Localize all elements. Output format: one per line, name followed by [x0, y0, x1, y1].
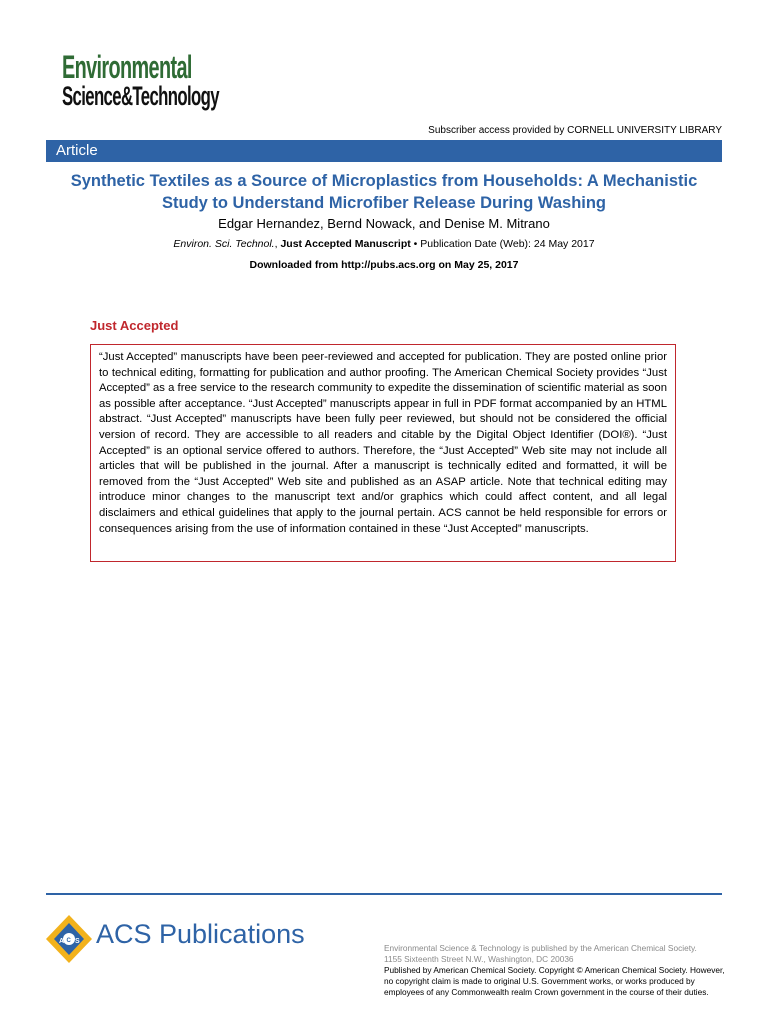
- acs-emblem-icon: [44, 913, 94, 965]
- subscriber-access-note: Subscriber access provided by CORNELL UNIVERSITY LIBRARY: [428, 125, 722, 136]
- publication-date: • Publication Date (Web): 24 May 2017: [410, 238, 595, 250]
- acs-emblem-letter-s: S: [75, 938, 80, 945]
- acs-emblem-letter-c: C: [66, 938, 71, 944]
- copyright-notice: Published by American Chemical Society. Copyright © American Chemical Society. However, no copyright claim is made to original U.S. Government works, or works produced by employees of any Commonwealth realm Crown government in the course of their duties.: [384, 965, 725, 997]
- just-accepted-box: [90, 344, 676, 562]
- just-accepted-text: “Just Accepted” manuscripts have been peer-reviewed and accepted for publication. They are posted online prior to technical editing, formatting for publication and author proofing. The American Chemical Society provides “Just Accepted” as a free service to the research community to expedite the dissemination of scientific material as soon as possible after acceptance. “Just Accepted” manuscripts appear in full in PDF format accompanied by an HTML abstract. “Just Accepted” manuscripts have been fully peer reviewed, but should not be considered the official version of record. They are accessible to all readers and citable by the Digital Object Identifier (DOI®). “Just Accepted” is an optional service offered to authors. Therefore, the “Just Accepted” Web site may not include all articles that will be published in the journal. After a manuscript is technically edited and formatted, it will be removed from the “Just Accepted” Web site and published as an ASAP article. Note that technical editing may introduce minor changes to the manuscript text and/or graphics which could affect content, and all legal disclaimers and ethical guidelines that apply to the journal pertain. ACS cannot be held responsible for errors or consequences arising from the use of information contained in these “Just Accepted” manuscripts.: [99, 351, 667, 535]
- acs-emblem-letter-a: A: [59, 938, 65, 945]
- just-accepted-heading: Just Accepted: [90, 318, 179, 333]
- article-authors: Edgar Hernandez, Bernd Nowack, and Denise M. Mitrano: [218, 216, 550, 231]
- download-note: Downloaded from http://pubs.acs.org on May 25, 2017: [249, 259, 519, 271]
- section-bar: [46, 140, 722, 162]
- journal-abbrev: Environ. Sci. Technol.: [173, 238, 275, 250]
- article-title: Synthetic Textiles as a Source of Microplastics from Households: A Mechanistic Study to Understand Microfiber Release During Washing: [70, 172, 698, 212]
- logo-line-science-technology: Science&Technology: [62, 81, 219, 111]
- publisher-note: [384, 943, 729, 998]
- manuscript-status: Just Accepted Manuscript: [280, 238, 411, 250]
- citation-separator: ,: [274, 238, 281, 250]
- citation-line: [46, 237, 722, 251]
- logo-line-environmental: Environmental: [62, 49, 192, 85]
- acs-publications-wordmark: ACS Publications: [96, 919, 305, 949]
- section-label: Article: [56, 142, 98, 159]
- footer-divider: [46, 893, 722, 895]
- publisher-address: 1155 Sixteenth Street N.W., Washington, DC 20036: [384, 954, 574, 964]
- journal-logo: [44, 44, 219, 116]
- acs-publications-logo: [44, 913, 305, 965]
- publisher-line: Environmental Science & Technology is published by the American Chemical Society.: [384, 943, 697, 953]
